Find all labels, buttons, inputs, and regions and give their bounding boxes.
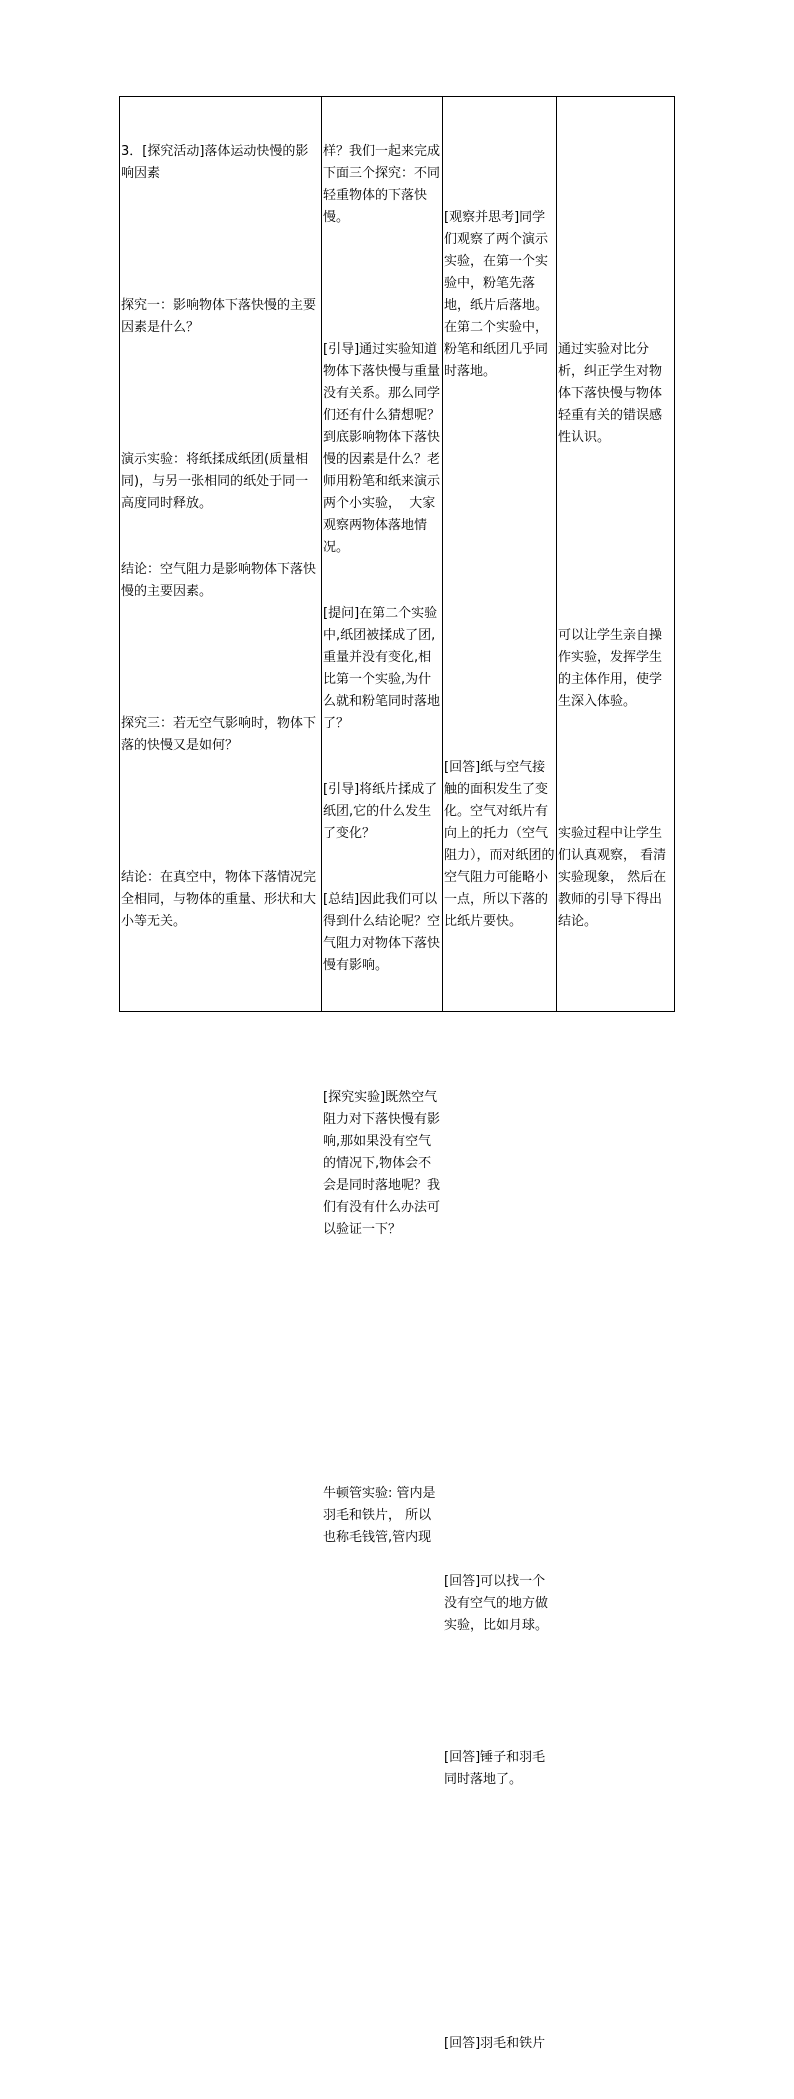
paragraph (558, 757, 673, 779)
paragraph: [回答]可以找一个没有空气的地方做实验，比如月球。 (444, 1574, 549, 1633)
paragraph (444, 1241, 556, 1263)
paragraph (121, 647, 321, 669)
paragraph (444, 625, 556, 647)
paragraph (121, 229, 321, 251)
teacher-activity-column (322, 97, 443, 1545)
paragraph (558, 273, 673, 295)
paragraph (558, 207, 673, 229)
paragraph (444, 1505, 556, 1527)
paragraph: [提问]在第二个实验中,纸团被揉成了团,重量并没有变化,相比第一个实验,为什么就和粉笔同时落地了？ (323, 606, 441, 731)
paragraph: 牛顿管实验: 管内是羽毛和铁片， 所以也称毛钱管,管内现 (323, 1486, 436, 1545)
paragraph: 3．[探究活动]落体运动快慢的影响因素 (121, 144, 309, 181)
paragraph (444, 141, 556, 163)
paragraph (323, 1021, 442, 1043)
paragraph (444, 1901, 556, 1923)
paragraph (121, 801, 321, 823)
paragraph (558, 559, 673, 581)
paragraph: 可以让学生亲自操作实验，发挥学生的主体作用，使学生深入体验。 (558, 628, 663, 709)
paragraph (121, 383, 321, 405)
paragraph: 演示实验：将纸揉成纸团(质量相同)，与另一张相同的纸处于同一高度同时释放。 (121, 452, 309, 511)
paragraph (444, 1307, 556, 1329)
paragraph (444, 493, 556, 515)
paragraph: 样？我们一起来完成下面三个探究：不同轻重物体的下落快慢。 (323, 144, 441, 225)
paragraph (323, 1285, 442, 1307)
paragraph (323, 273, 442, 295)
paragraph: 探究三：若无空气影响时，物体下落的快慢又是如何？ (121, 716, 317, 753)
paragraph (558, 141, 673, 163)
design-intent-column (557, 97, 674, 1011)
paragraph: [总结]因此我们可以得到什么结论呢？空气阻力对物体下落快慢有影响。 (323, 892, 441, 973)
paragraph: [回答]锤子和羽毛同时落地了。 (444, 1750, 546, 1787)
paragraph: [引导]将纸片揉成了纸团,它的什么发生了变化？ (323, 782, 438, 841)
lesson-plan-table (119, 96, 675, 2051)
paragraph (444, 1835, 556, 1857)
paragraph: [引导]通过实验知道物体下落快慢与重量没有关系。那么同学们还有什么猜想呢？到底影响物体下落快慢的因素是什么？老师用粉笔和纸来演示两个小实验， 大家观察两物体落地情况。 (323, 342, 441, 555)
paragraph: [回答]纸与空气接触的面积发生了变化。空气对纸片有向上的托力（空气阻力），而对纸团的空气阻力可能略小一点，所以下落的比纸片要快。 (444, 760, 555, 929)
paragraph (444, 1681, 556, 1703)
paragraph: 探究一：影响物体下落快慢的主要因素是什么？ (121, 298, 317, 335)
paragraph (444, 559, 556, 581)
paragraph (444, 1373, 556, 1395)
paragraph: [回答]羽毛和铁片 (444, 2036, 546, 2051)
paragraph (444, 1043, 556, 1065)
student-activity-column (443, 97, 557, 2051)
paragraph: 结论：空气阻力是影响物体下落快慢的主要因素。 (121, 562, 317, 599)
paragraph: [探究实验]既然空气阻力对下落快慢有影响,那如果没有空气的情况下,物体会不会是同时落地呢？我们有没有什么办法可以验证一下？ (323, 1090, 441, 1237)
paragraph (444, 977, 556, 999)
paragraph: [观察并思考]同学们观察了两个演示实验，在第一个实验中，粉笔先落地，纸片后落地。在第二个实验中，粉笔和纸团几乎同时落地。 (444, 210, 549, 379)
paragraph (444, 1439, 556, 1461)
paragraph (444, 691, 556, 713)
paragraph: 结论：在真空中，物体下落情况完全相同，与物体的重量、形状和大小等无关。 (121, 870, 317, 929)
paragraph (444, 1967, 556, 1989)
paragraph (558, 493, 673, 515)
paragraph (444, 1109, 556, 1131)
paragraph (323, 1351, 442, 1373)
content-column (120, 97, 322, 1011)
paragraph (444, 427, 556, 449)
paragraph: 实验过程中让学生们认真观察， 看清实验现象， 然后在教师的引导下得出结论。 (558, 826, 667, 929)
paragraph (323, 1417, 442, 1439)
paragraph: 通过实验对比分析，纠正学生对物体下落快慢与物体轻重有关的错误感性认识。 (558, 342, 663, 445)
paragraph (444, 1175, 556, 1197)
